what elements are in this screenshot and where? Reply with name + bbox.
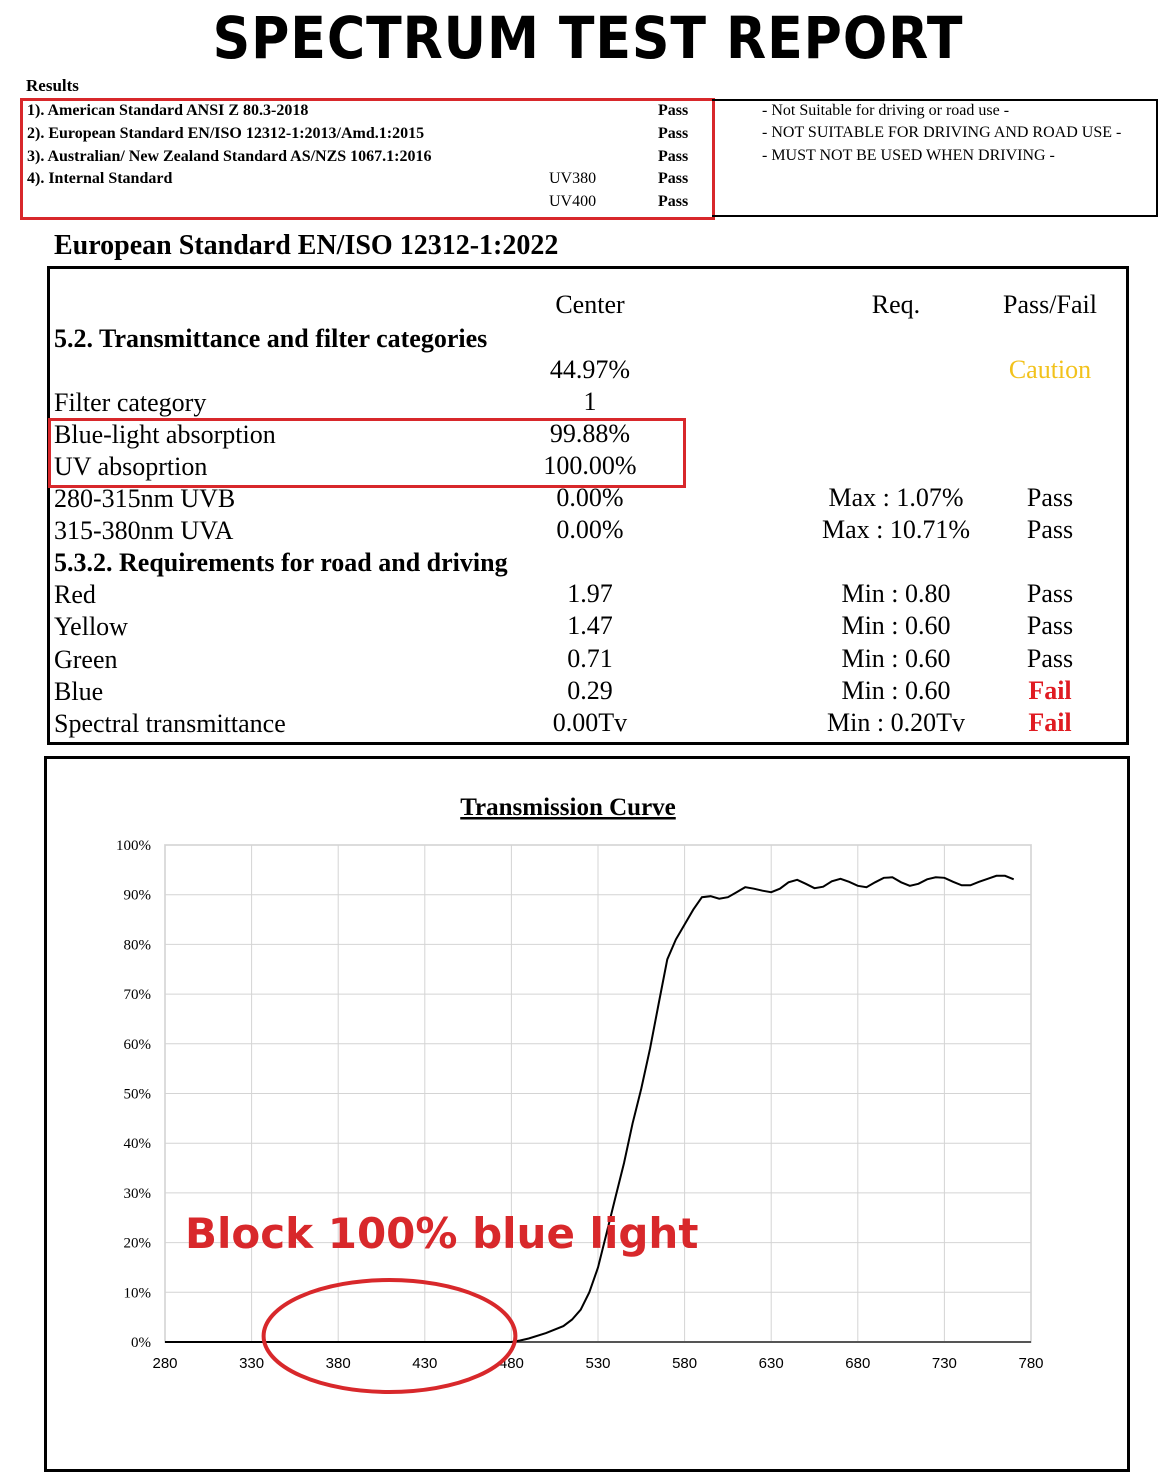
y-tick-label: 70% [123, 987, 151, 1004]
row-label: 315-380nm UVA [54, 516, 234, 545]
section-transmittance: 5.2. Transmittance and filter categories [54, 324, 488, 353]
row-center: 100.00% [543, 451, 637, 480]
report-title: SPECTRUM TEST REPORT [212, 4, 964, 72]
header-center: Center [555, 290, 625, 319]
y-tick-label: 30% [123, 1185, 151, 1202]
eu-standard-title: European Standard EN/ISO 12312-1:2022 [54, 230, 559, 261]
row-center: 0.00% [556, 483, 624, 512]
block-blue-light-annotation: Block 100% blue light [185, 1209, 699, 1258]
standard-result: Pass [658, 193, 689, 210]
standard-name: 1). American Standard ANSI Z 80.3-2018 [27, 102, 309, 119]
x-tick-label: 330 [239, 1355, 265, 1372]
warning-text: - MUST NOT BE USED WHEN DRIVING - [762, 147, 1055, 164]
warning-text: - Not Suitable for driving or road use - [762, 102, 1010, 119]
chart-title: Transmission Curve [460, 794, 676, 821]
transmittance-center: 44.97% [549, 355, 631, 384]
standard-result: Pass [658, 102, 689, 119]
x-tick-label: 280 [152, 1355, 178, 1372]
x-tick-label: 480 [498, 1355, 524, 1372]
y-tick-label: 40% [123, 1136, 151, 1153]
results-label: Results [26, 76, 79, 95]
y-tick-label: 60% [123, 1036, 151, 1053]
warning-text: - NOT SUITABLE FOR DRIVING AND ROAD USE - [762, 124, 1122, 141]
row-label: Blue-light absorption [54, 420, 276, 449]
row-req: Min : 0.80 [841, 579, 951, 608]
standard-name: 2). European Standard EN/ISO 12312-1:2013/Amd.1:2015 [27, 125, 425, 142]
row-center: 1.47 [567, 611, 613, 640]
section-road-driving: 5.3.2. Requirements for road and driving [54, 548, 508, 577]
y-tick-label: 0% [131, 1335, 151, 1351]
y-tick-label: 100% [116, 838, 151, 854]
row-req: Max : 1.07% [828, 483, 964, 512]
row-req: Min : 0.60 [841, 611, 951, 640]
standard-name: 3). Australian/ New Zealand Standard AS/NZS 1067.1:2016 [27, 148, 432, 165]
x-tick-label: 630 [758, 1355, 784, 1372]
row-center: 0.00Tv [552, 708, 628, 737]
row-label: UV absoprtion [54, 452, 208, 481]
standard-name: 4). Internal Standard [27, 170, 173, 187]
row-status: Pass [1026, 483, 1074, 512]
y-tick-label: 10% [123, 1285, 151, 1302]
row-label: Spectral transmittance [54, 709, 286, 738]
row-label: Yellow [54, 612, 128, 641]
standard-result: Pass [658, 148, 689, 165]
row-center: 0.29 [567, 676, 613, 705]
y-tick-label: 20% [123, 1235, 151, 1252]
row-status-fail: Fail [1028, 708, 1072, 737]
x-tick-label: 430 [412, 1355, 438, 1372]
row-status-fail: Fail [1028, 676, 1072, 705]
transmittance-status: Caution [1008, 355, 1092, 384]
standard-result: Pass [658, 170, 689, 187]
y-tick-label: 90% [123, 887, 151, 904]
y-tick-label: 80% [123, 937, 151, 954]
y-tick-label: 50% [123, 1086, 151, 1103]
x-tick-label: 530 [585, 1355, 611, 1372]
row-label: Blue [54, 677, 104, 706]
row-center: 1 [583, 387, 597, 416]
row-status: Pass [1026, 644, 1074, 673]
x-tick-label: 580 [672, 1355, 698, 1372]
row-label: Filter category [54, 388, 207, 417]
x-tick-label: 380 [325, 1355, 351, 1372]
x-tick-label: 780 [1018, 1355, 1044, 1372]
row-center: 1.97 [567, 579, 613, 608]
row-req: Min : 0.60 [841, 676, 951, 705]
row-center: 0.71 [567, 644, 613, 673]
standard-sub: UV400 [549, 193, 597, 210]
row-status: Pass [1026, 515, 1074, 544]
header-passfail: Pass/Fail [1003, 290, 1097, 319]
row-req: Max : 10.71% [821, 515, 971, 544]
row-status: Pass [1026, 611, 1074, 640]
x-tick-label: 730 [931, 1355, 957, 1372]
row-req: Min : 0.60 [841, 644, 951, 673]
row-center: 99.88% [549, 419, 631, 448]
x-tick-label: 680 [845, 1355, 871, 1372]
row-label: Red [54, 580, 96, 609]
header-req: Req. [871, 290, 921, 319]
row-req: Min : 0.20Tv [827, 708, 965, 737]
row-label: Green [54, 645, 118, 674]
row-status: Pass [1026, 579, 1074, 608]
row-label: 280-315nm UVB [54, 484, 236, 513]
standard-result: Pass [658, 125, 689, 142]
standard-sub: UV380 [549, 170, 597, 187]
row-center: 0.00% [556, 515, 624, 544]
